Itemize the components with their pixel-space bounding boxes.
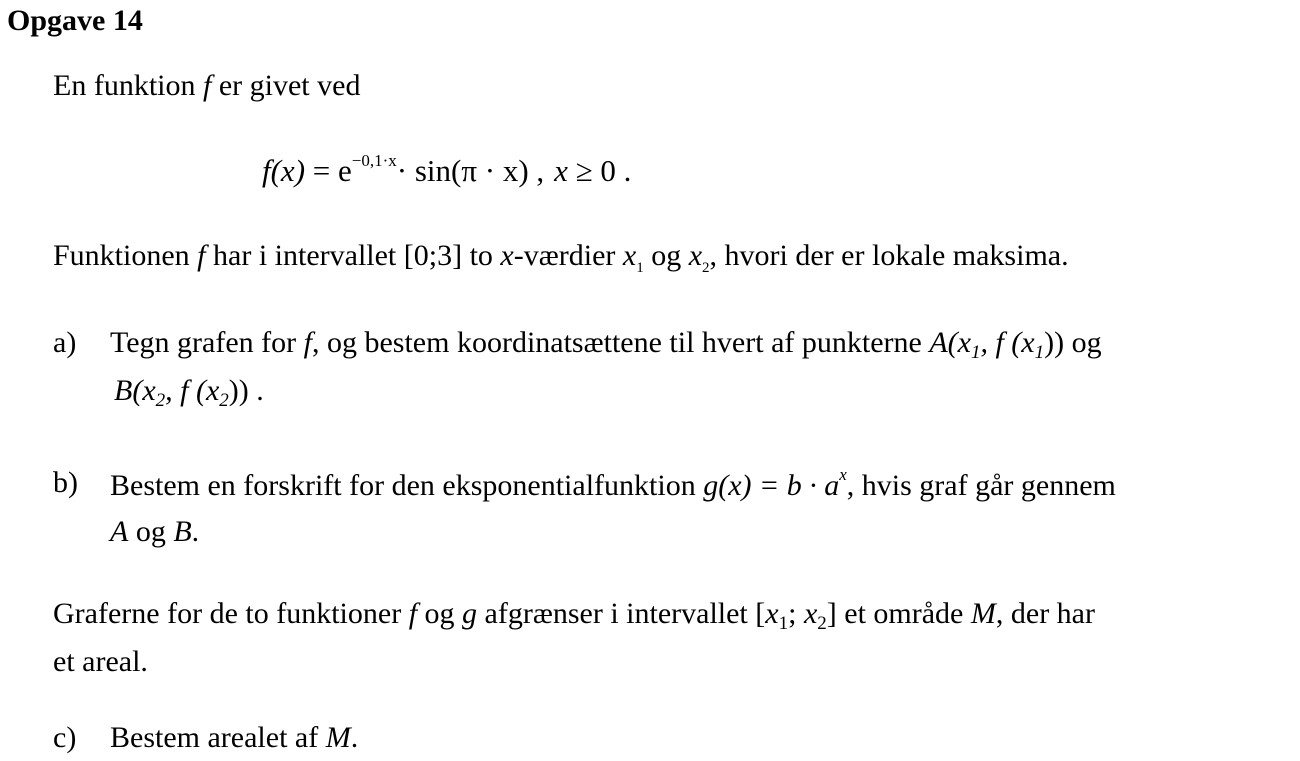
question-c-line bbox=[110, 720, 358, 756]
statement-x: x bbox=[500, 239, 514, 272]
intro-before: En funktion bbox=[53, 69, 203, 102]
qb-og: og bbox=[128, 515, 174, 548]
formula-exponent: −0,1·x bbox=[351, 151, 397, 170]
qb-point-b: B bbox=[173, 515, 192, 548]
statement-text: Funktionen bbox=[53, 239, 198, 272]
formula-lhs: f(x) bbox=[262, 153, 306, 188]
statement-line bbox=[53, 238, 1069, 277]
pg-x1: x bbox=[765, 597, 779, 630]
formula-condition-variable: x bbox=[554, 153, 568, 188]
exponential-function: g(x) = b · a bbox=[703, 469, 840, 502]
pg-m: M bbox=[970, 597, 996, 630]
question-c-label: c) bbox=[53, 721, 77, 754]
pg-f: f bbox=[408, 597, 418, 630]
qc-m: M bbox=[325, 721, 351, 754]
question-b-label: b) bbox=[53, 466, 78, 499]
pg-text-2: afgrænser i intervallet [ bbox=[477, 597, 766, 630]
statement-sub1: 1 bbox=[636, 260, 644, 276]
pg-text-3: ] et område bbox=[826, 597, 971, 630]
question-a-line2 bbox=[114, 373, 264, 413]
question-a-label: a) bbox=[53, 326, 77, 359]
statement-text-4: , hvori der er lokale maksima. bbox=[709, 239, 1069, 272]
question-b-line2 bbox=[110, 514, 199, 550]
area-paragraph-line2: et areal. bbox=[53, 645, 148, 678]
pg-text-4: , der har bbox=[995, 597, 1095, 630]
intro-line bbox=[53, 68, 360, 104]
qc-text: Bestem arealet af bbox=[110, 721, 326, 754]
exercise-title: Opgave 14 bbox=[7, 4, 143, 37]
question-a-line1 bbox=[110, 325, 1102, 365]
statement-og: og bbox=[643, 239, 689, 272]
formula-condition: ≥ 0 . bbox=[567, 153, 632, 188]
intro-after: er givet ved bbox=[211, 69, 361, 102]
formula-eq: = e bbox=[305, 153, 352, 188]
pg-sub1: 1 bbox=[778, 613, 789, 634]
point-a-end: )) bbox=[1044, 326, 1065, 359]
qa-f: f bbox=[303, 326, 312, 359]
qa-og: og bbox=[1064, 326, 1102, 359]
pg-text: Graferne for de to funktioner bbox=[53, 597, 409, 630]
qb-text: Bestem en forskrift for den eksponentialfunktion bbox=[110, 469, 704, 502]
pg-x2: x bbox=[803, 597, 818, 630]
formula-rhs: · sin(π · x) , bbox=[396, 153, 545, 188]
question-b-line1 bbox=[110, 465, 1116, 504]
qb-point-a: A bbox=[110, 515, 129, 548]
qa-text: Tegn grafen for bbox=[110, 326, 304, 359]
pg-sub2: 2 bbox=[817, 613, 827, 634]
statement-f: f bbox=[197, 239, 206, 272]
statement-x2: x bbox=[688, 239, 703, 272]
pg-og: og bbox=[417, 597, 463, 630]
area-paragraph-line1 bbox=[53, 596, 1095, 636]
statement-x1: x bbox=[622, 239, 637, 272]
pg-g: g bbox=[462, 597, 478, 630]
exponential-exponent: x bbox=[839, 465, 847, 484]
function-formula bbox=[262, 151, 631, 189]
pg-semi: ; bbox=[788, 597, 804, 630]
qb-text-2: , hvis graf går gennem bbox=[846, 469, 1116, 502]
statement-text-2: har i intervallet [0;3] to bbox=[205, 239, 501, 272]
statement-sub2: 2 bbox=[702, 260, 710, 276]
statement-text-3: -værdier bbox=[513, 239, 623, 272]
point-b-end: )) . bbox=[228, 374, 264, 407]
qb-dot: . bbox=[191, 515, 200, 548]
qc-dot: . bbox=[350, 721, 359, 754]
point-b: $B(x_2$, f ($x_2$ bbox=[114, 374, 229, 411]
function-symbol-f: f bbox=[203, 69, 212, 102]
qa-text-2: , og bestem koordinatsættene til hvert af punkterne bbox=[311, 326, 930, 359]
point-a: $A(x_1$, f ($x_1$ bbox=[929, 326, 1045, 363]
